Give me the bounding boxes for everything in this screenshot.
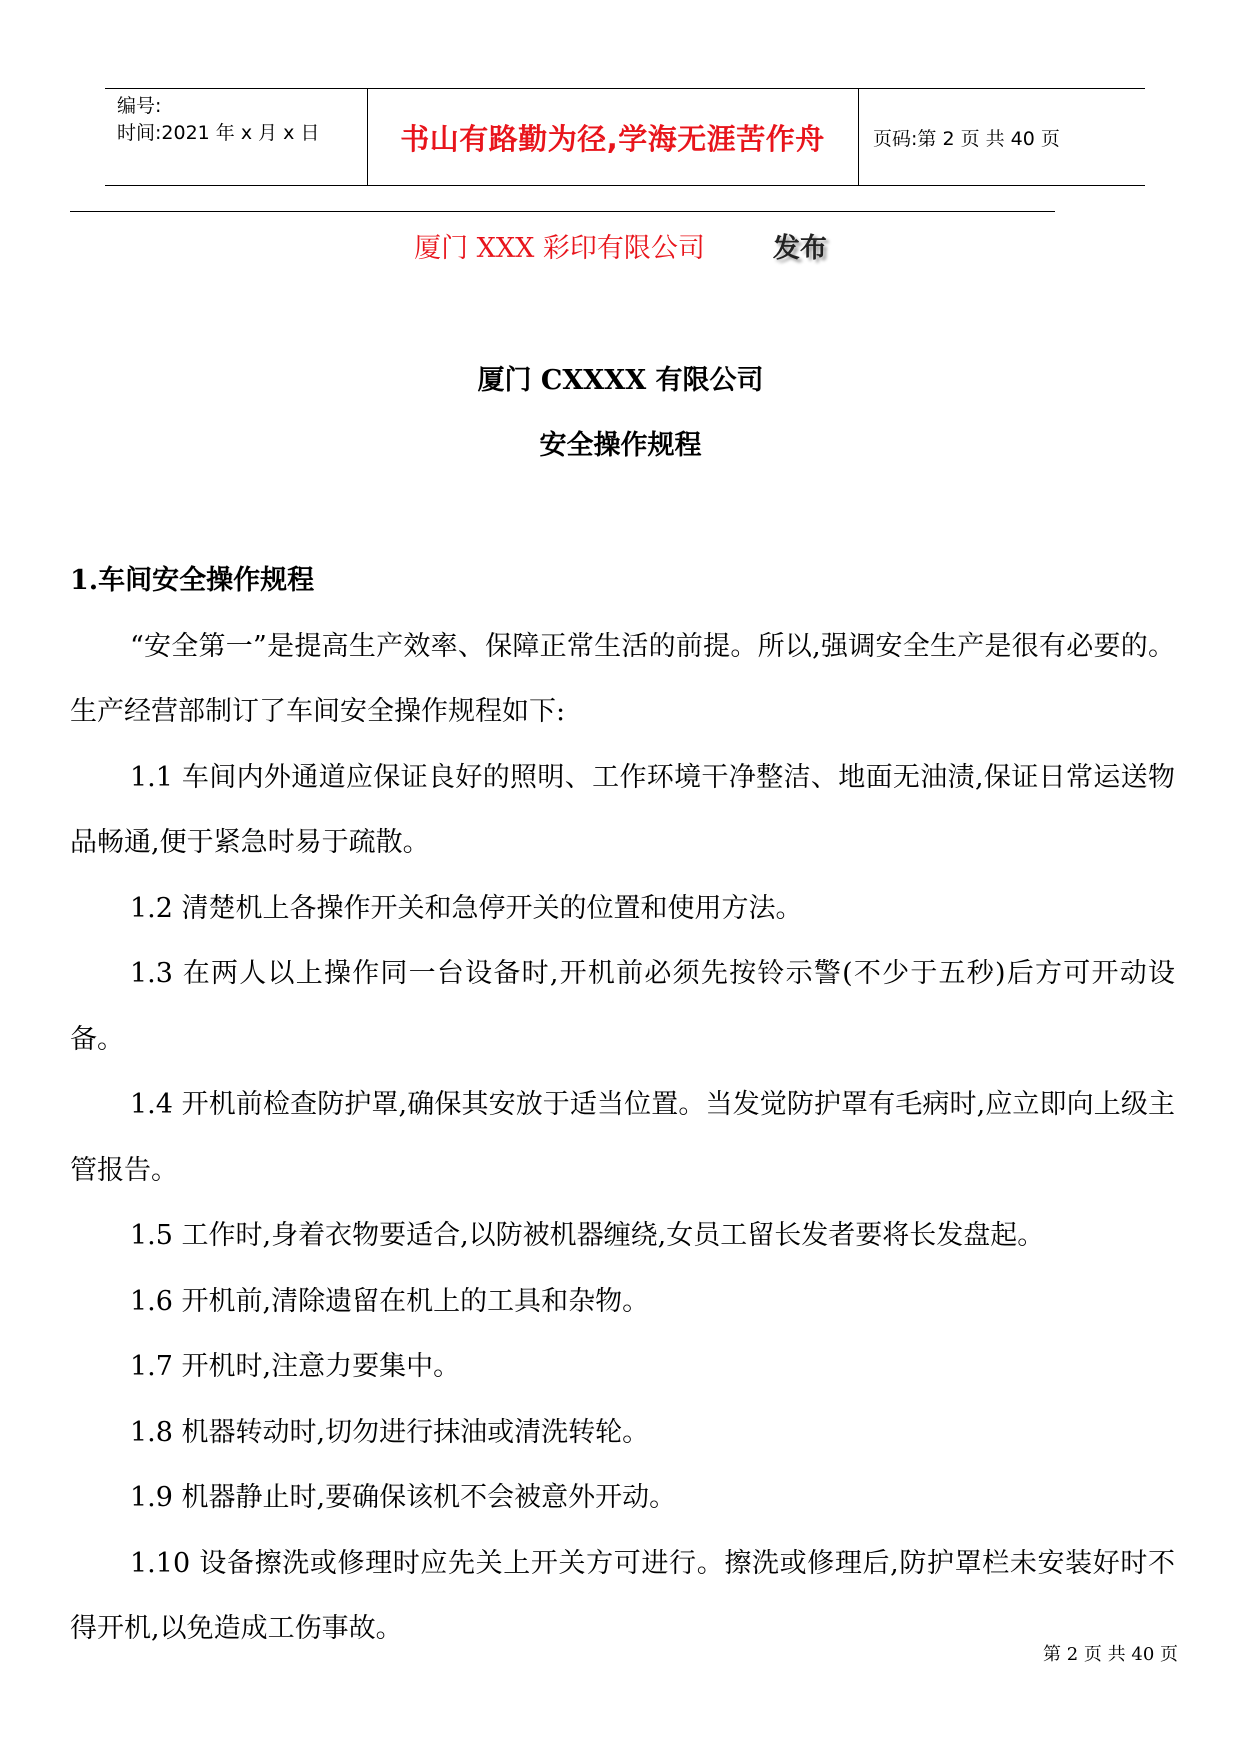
header-meta	[117, 93, 319, 147]
rule-1-5: 1.5 工作时,身着衣物要适合,以防被机器缠绕,女员工留长发者要将长发盘起。	[130, 1220, 1045, 1251]
rule-1-7: 1.7 开机时,注意力要集中。	[130, 1351, 461, 1382]
rule-1-2: 1.2 清楚机上各操作开关和急停开关的位置和使用方法。	[130, 892, 803, 924]
header-rule	[70, 211, 1055, 212]
rule-1-3: 1.3 在两人以上操作同一台设备时,开机前必须先按铃示警(不少于五秒)后方可开动设备。	[70, 958, 1175, 1055]
header-motto: 书山有路勤为径,学海无涯苦作舟	[400, 121, 825, 156]
publisher-org: 厦门 XXX 彩印有限公司	[414, 233, 705, 264]
paragraph-intro: “安全第一”是提高生产效率、保障正常生活的前提。所以,强调安全生产是很有必要的。生产经营部制订了车间安全操作规程如下:	[70, 630, 1175, 727]
header-page-info: 页码:第 2 页 共 40 页	[873, 127, 1060, 150]
header-divider	[858, 89, 859, 185]
publisher-line	[0, 226, 1241, 265]
section-heading: 1.车间安全操作规程	[70, 565, 315, 596]
document-title: 安全操作规程	[539, 430, 702, 461]
company-title: 厦门 CXXXX 有限公司	[477, 365, 764, 396]
document-number-label: 编号:	[117, 95, 162, 117]
document-body	[70, 548, 1175, 1662]
rule-1-4: 1.4 开机前检查防护罩,确保其安放于适当位置。当发觉防护罩有毛病时,应立即向上级主管报告。	[70, 1089, 1175, 1186]
header-table	[105, 88, 1145, 186]
rule-1-6: 1.6 开机前,清除遗留在机上的工具和杂物。	[130, 1285, 650, 1317]
rule-1-10: 1.10 设备擦洗或修理时应先关上开关方可进行。擦洗或修理后,防护罩栏未安装好时不得开机,以免造成工伤事故。	[70, 1547, 1175, 1644]
rule-1-9: 1.9 机器静止时,要确保该机不会被意外开动。	[130, 1482, 677, 1513]
rule-1-8: 1.8 机器转动时,切勿进行抹油或清洗转轮。	[130, 1416, 650, 1448]
document-time-label: 时间:2021 年 x 月 x 日	[117, 122, 320, 144]
rule-1-1: 1.1 车间内外通道应保证良好的照明、工作环境干净整洁、地面无油渍,保证日常运送物品畅通,便于紧急时易于疏散。	[70, 761, 1175, 858]
publisher-action: 发布	[772, 233, 827, 264]
page-footer: 第 2 页 共 40 页	[1043, 1644, 1178, 1665]
